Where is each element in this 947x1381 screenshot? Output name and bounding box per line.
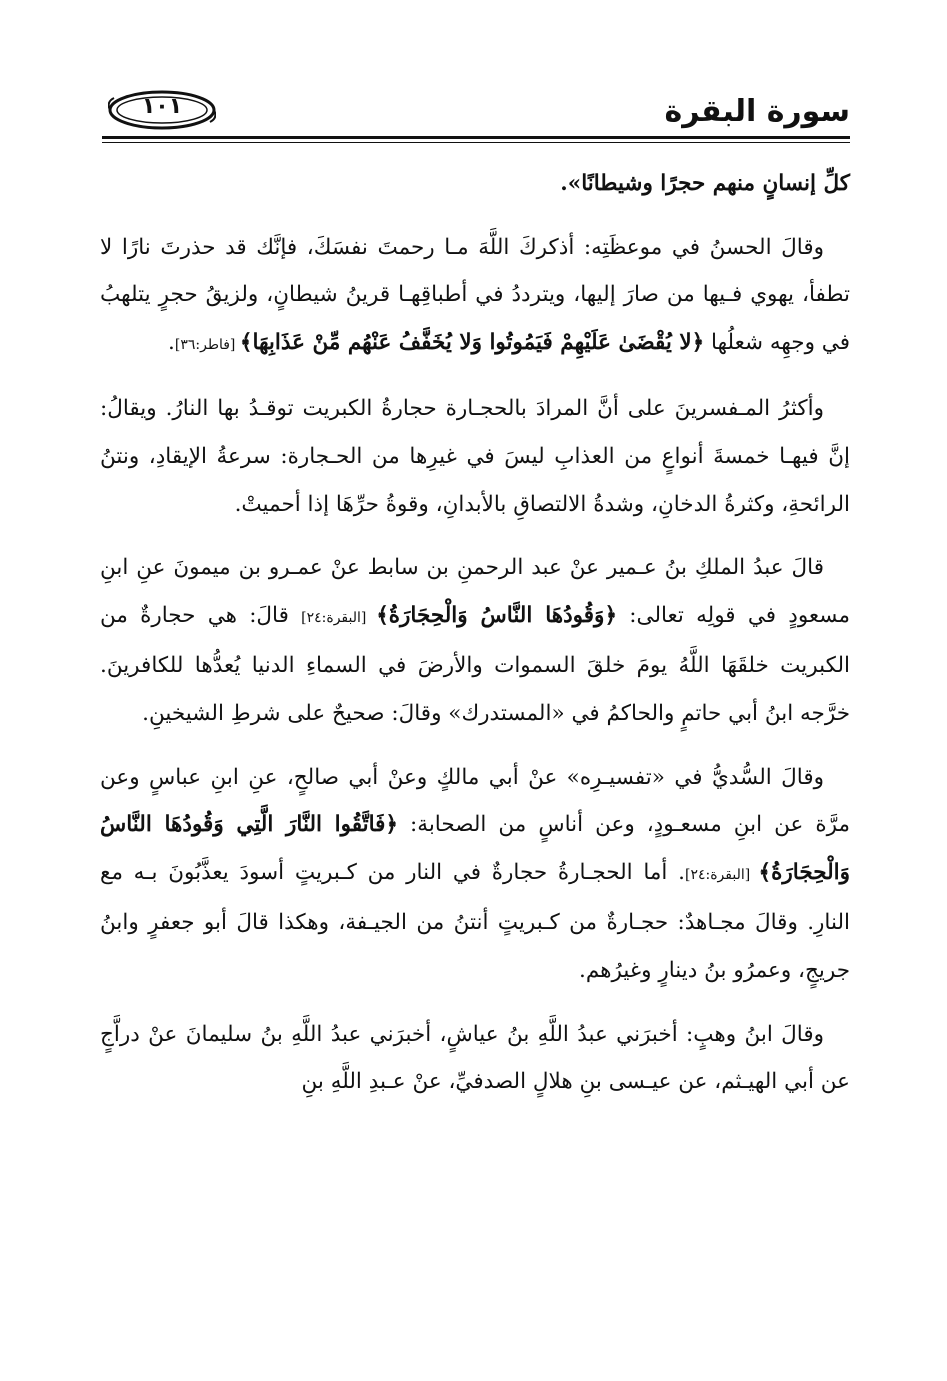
quran-quote: ﴿فَاتَّقُوا النَّارَ الَّتِي وَقُودُهَا النَّاسُ وَالْحِجَارَةُ﴾ (100, 812, 850, 885)
page-number-badge (108, 90, 216, 130)
page-body (100, 160, 850, 1122)
header-rule-thin (102, 142, 850, 143)
quran-quote: ﴿لا يُقْضَىٰ عَلَيْهِمْ فَيَمُوتُوا وَلا يُخَفَّفُ عَنْهُم مِّنْ عَذَابِهَا﴾ (239, 329, 705, 355)
surah-title: سورة البقرة (664, 94, 850, 129)
verse-reference: [البقرة:٢٤] (684, 866, 759, 883)
header-rule (102, 136, 850, 139)
paragraph (100, 160, 850, 208)
quran-quote: ﴿وَقُودُهَا النَّاسُ وَالْحِجَارَةُ﴾ (376, 602, 618, 628)
text-run: قالَ: هي حجارةٌ من الكبريت خلقَهَا اللَّهُ يومَ خلقَ السموات والأرضَ في السماءِ الدنيا يُعدُّها للكافرينَ. خرَّجه ابنُ أبي حاتمٍ والحاكمُ في «المستدرك» وقالَ: صحيحٌ على شرطِ الشيخينِ. (100, 602, 850, 726)
page-number: ١٠١ (141, 94, 183, 119)
text-run: وأكثرُ المـفسرينَ على أنَّ المرادَ بالحجـارة حجارةُ الكبريت توقـدُ بها النارُ. ويقالُ: إنَّ فيهـا خمسةَ أنواعٍ من العذابِ ليسَ في غيرِها من الحـجارة: سرعةُ الإيقادِ، ونتنُ الرائحةِ، وكثرةُ الدخانِ، وشدةُ الالتصاقِ بالأبدانِ، وقوةُ حرِّهَا إذا أحميتْ. (100, 396, 850, 517)
text-run: وقالَ ابنُ وهبٍ: أخبرَني عبدُ اللَّهِ بنُ عياشٍ، أخبرَني عبدُ اللَّهِ بنُ سليمانَ عنْ دراَّجٍ عن أبي الهيـثم، عن عيـسى بنِ هلالٍ الصدفيِّ، عنْ عـبدِ اللَّهِ بنِ (100, 1021, 850, 1095)
text-run: . أما الحجـارةُ حجارةٌ في النار من كـبريتٍ أسودَ يعذَّبُونَ بـه مع النارِ. وقالَ مجـاهدٌ: حجـارةٌ من كـبريتٍ أنتنُ من الجيـفة، وهكذا قالَ أبو جعفرٍ وابنُ جريجٍ، وعمرُو بنُ دينارٍ وغيرُهم. (100, 859, 850, 983)
text-run: قالَ عبدُ الملكِ بنُ عـمير عنْ عبد الرحمنِ بن سابط عنْ عمـرو بن ميمونَ عنِ ابنِ مسعودٍ في قولِه تعالى: (100, 555, 850, 628)
paragraph (100, 224, 850, 370)
text-run: وقالَ السُّديُّ في «تفسيـرِه» عنْ أبي مالكٍ وعنْ أبي صالحٍ، عنِ ابنِ عباسٍ وعن مرَّة عن ابنِ مسعـودٍ، وعن أناسٍ من الصحابة: (100, 764, 850, 838)
text-run: . (168, 329, 175, 355)
paragraph (100, 754, 850, 995)
quran-quote: كلِّ إنسانٍ منهم حجرًا وشيطانًا». (560, 171, 850, 196)
page-header (102, 88, 850, 144)
verse-reference: [فاطر:٣٦] (174, 336, 240, 353)
text-run: وقالَ الحسنُ في موعظَتِه: أذكركَ اللَّهَ مـا رحمتَ نفسَكَ، فإنَّك قد حذرتَ نارًا لا تطفأ، يهوي فـيها من صارَ إليها، ويترددُ في أطباقِهـا قرينُ شيطانٍ، ولزيقُ حجرٍ يتلهبُ في وجهِه شعلُها (100, 234, 850, 355)
paragraph (100, 544, 850, 737)
paragraph (100, 385, 850, 528)
paragraph (100, 1011, 850, 1106)
verse-reference: [البقرة:٢٤] (301, 609, 377, 626)
